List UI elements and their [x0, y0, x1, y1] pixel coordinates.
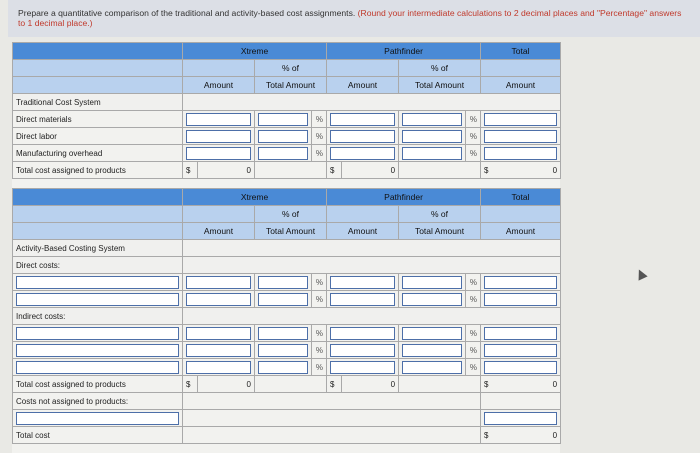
hdr-amount: Amount	[183, 223, 255, 240]
xtreme-pct-input[interactable]	[258, 361, 308, 374]
grand-total-value	[481, 162, 561, 179]
pathfinder-pct-input[interactable]	[402, 344, 462, 357]
pct-symbol: %	[466, 291, 481, 308]
row-manufacturing-overhead: Manufacturing overhead	[13, 145, 183, 162]
total-amount-input[interactable]	[484, 276, 557, 289]
hdr-total: Total	[481, 43, 561, 60]
hdr-pathfinder: Pathfinder	[327, 43, 481, 60]
xtreme-amount-input[interactable]	[186, 293, 251, 306]
traditional-table	[12, 42, 561, 179]
xtreme-total-value: 0	[198, 376, 255, 393]
pathfinder-pct-input[interactable]	[402, 327, 462, 340]
xtreme-pct-input[interactable]	[258, 344, 308, 357]
pct-symbol: %	[312, 145, 327, 162]
hdr-pct-of: % of	[255, 206, 327, 223]
instructions-banner	[8, 0, 700, 37]
hdr-total-amount: Total Amount	[399, 77, 481, 94]
xtreme-pct-input[interactable]	[258, 276, 308, 289]
hdr-amount: Amount	[481, 223, 561, 240]
xtreme-amount-input[interactable]	[186, 276, 251, 289]
total-amount-input[interactable]	[484, 147, 557, 160]
traditional-total-label: Total cost assigned to products	[13, 162, 183, 179]
pct-symbol: %	[466, 145, 481, 162]
pct-symbol: %	[466, 128, 481, 145]
unassigned-amount-input[interactable]	[484, 412, 557, 425]
dollar-sign: $	[484, 165, 489, 175]
row-direct-labor: Direct labor	[13, 128, 183, 145]
dollar-sign: $	[183, 376, 198, 393]
pathfinder-pct-input[interactable]	[402, 113, 462, 126]
hdr-amount: Amount	[327, 223, 399, 240]
pct-symbol: %	[312, 291, 327, 308]
pct-symbol: %	[312, 359, 327, 376]
abc-title: Activity-Based Costing System	[13, 240, 183, 257]
hdr-total: Total	[481, 189, 561, 206]
abc-total-assigned-label: Total cost assigned to products	[13, 376, 183, 393]
total-cost-number: 0	[552, 430, 558, 440]
hdr-pct-of: % of	[255, 60, 327, 77]
pathfinder-pct-input[interactable]	[402, 293, 462, 306]
pathfinder-pct-input[interactable]	[402, 147, 462, 160]
xtreme-pct-input[interactable]	[258, 113, 308, 126]
pct-symbol: %	[312, 111, 327, 128]
pct-symbol: %	[466, 325, 481, 342]
indirect-cost-name-input[interactable]	[16, 327, 179, 340]
pct-symbol: %	[312, 274, 327, 291]
pathfinder-total-value: 0	[342, 162, 399, 179]
pathfinder-amount-input[interactable]	[330, 293, 395, 306]
hdr-blank	[13, 60, 183, 77]
pathfinder-pct-input[interactable]	[402, 276, 462, 289]
xtreme-amount-input[interactable]	[186, 130, 251, 143]
pathfinder-amount-input[interactable]	[330, 113, 395, 126]
instructions-highlight: (Round your intermediate calculations to 2 decimal places and "Percentage" answers to 1 decimal place.)	[18, 8, 682, 28]
hdr-total-amount: Total Amount	[255, 223, 327, 240]
pathfinder-amount-input[interactable]	[330, 361, 395, 374]
hdr-amount: Amount	[327, 77, 399, 94]
pct-symbol: %	[312, 128, 327, 145]
direct-cost-name-input[interactable]	[16, 293, 179, 306]
xtreme-amount-input[interactable]	[186, 147, 251, 160]
hdr-blank	[13, 77, 183, 94]
hdr-xtreme: Xtreme	[183, 189, 327, 206]
row-direct-materials: Direct materials	[13, 111, 183, 128]
total-amount-input[interactable]	[484, 344, 557, 357]
direct-cost-name-input[interactable]	[16, 276, 179, 289]
abc-table	[12, 188, 561, 444]
pct-symbol: %	[466, 274, 481, 291]
traditional-title: Traditional Cost System	[13, 94, 183, 111]
pct-symbol: %	[312, 325, 327, 342]
grand-total-number: 0	[552, 379, 558, 389]
xtreme-pct-input[interactable]	[258, 293, 308, 306]
total-amount-input[interactable]	[484, 293, 557, 306]
instructions-text: Prepare a quantitative comparison of the traditional and activity-based cost assignments.	[18, 8, 358, 18]
pathfinder-pct-input[interactable]	[402, 361, 462, 374]
pathfinder-amount-input[interactable]	[330, 327, 395, 340]
hdr-pct-of: % of	[399, 60, 481, 77]
total-amount-input[interactable]	[484, 130, 557, 143]
dollar-sign: $	[484, 430, 489, 440]
total-amount-input[interactable]	[484, 327, 557, 340]
indirect-cost-name-input[interactable]	[16, 344, 179, 357]
xtreme-total-value: 0	[198, 162, 255, 179]
pathfinder-total-value: 0	[342, 376, 399, 393]
hdr-amount: Amount	[481, 77, 561, 94]
xtreme-amount-input[interactable]	[186, 344, 251, 357]
dollar-sign: $	[484, 379, 489, 389]
indirect-cost-name-input[interactable]	[16, 361, 179, 374]
pathfinder-amount-input[interactable]	[330, 276, 395, 289]
pct-symbol: %	[466, 111, 481, 128]
pathfinder-amount-input[interactable]	[330, 130, 395, 143]
xtreme-pct-input[interactable]	[258, 327, 308, 340]
pct-symbol: %	[466, 342, 481, 359]
total-amount-input[interactable]	[484, 113, 557, 126]
xtreme-amount-input[interactable]	[186, 361, 251, 374]
hdr-blank	[13, 43, 183, 60]
hdr-amount: Amount	[183, 77, 255, 94]
xtreme-pct-input[interactable]	[258, 147, 308, 160]
unassigned-cost-name-input[interactable]	[16, 412, 179, 425]
pct-symbol: %	[312, 342, 327, 359]
total-amount-input[interactable]	[484, 361, 557, 374]
total-cost-label: Total cost	[13, 427, 183, 444]
pct-symbol: %	[466, 359, 481, 376]
xtreme-amount-input[interactable]	[186, 327, 251, 340]
hdr-total-amount: Total Amount	[399, 223, 481, 240]
dollar-sign: $	[183, 162, 198, 179]
hdr-xtreme: Xtreme	[183, 43, 327, 60]
pathfinder-pct-input[interactable]	[402, 130, 462, 143]
xtreme-pct-input[interactable]	[258, 130, 308, 143]
grand-total-value	[481, 376, 561, 393]
indirect-costs-label: Indirect costs:	[13, 308, 183, 325]
xtreme-amount-input[interactable]	[186, 113, 251, 126]
pathfinder-amount-input[interactable]	[330, 344, 395, 357]
direct-costs-label: Direct costs:	[13, 257, 183, 274]
mouse-cursor-icon	[634, 267, 647, 280]
grand-total-number: 0	[552, 165, 558, 175]
dollar-sign: $	[327, 376, 342, 393]
dollar-sign: $	[327, 162, 342, 179]
hdr-pct-of: % of	[399, 206, 481, 223]
comparison-worksheet	[12, 42, 560, 453]
pathfinder-amount-input[interactable]	[330, 147, 395, 160]
total-cost-value	[481, 427, 561, 444]
hdr-total-amount: Total Amount	[255, 77, 327, 94]
costs-not-assigned-label: Costs not assigned to products:	[13, 393, 183, 410]
hdr-pathfinder: Pathfinder	[327, 189, 481, 206]
